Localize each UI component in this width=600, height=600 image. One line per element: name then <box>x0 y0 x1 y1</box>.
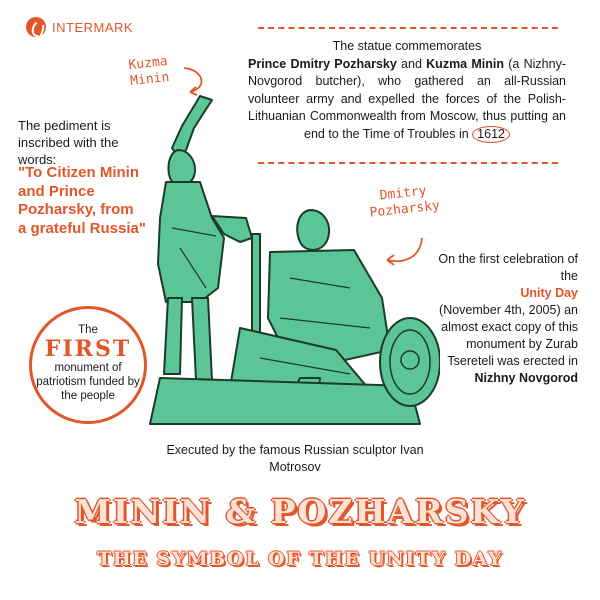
main-title: MININ & POZHARSKY <box>74 492 526 531</box>
pediment-intro: The pediment is inscribed with the words: <box>18 118 119 167</box>
shield-icon <box>380 318 440 406</box>
badge-the: The <box>78 324 98 336</box>
label-dmitry-pozharsky: Dmitry Pozharsky <box>368 183 441 221</box>
name-pozharsky: Prince Dmitry Pozharsky <box>248 56 397 71</box>
name-minin: Kuzma Minin <box>426 56 505 71</box>
sculptor-caption: Executed by the famous Russian sculptor Ivan Motrosov <box>166 443 424 474</box>
sub-title: THE SYMBOL OF THE UNITY DAY <box>97 548 503 570</box>
description-line-1: The statue commemorates <box>332 39 482 53</box>
brand-name: INTERMARK <box>52 19 134 35</box>
city-nizhny-novgorod: Nizhny Novgorod <box>474 371 578 385</box>
intermark-logo-icon <box>26 17 46 37</box>
unity-intro: On the first celebration of the <box>438 252 578 283</box>
description-rest: (a Nizhny-Novgorod butcher), who gathered an all-Russian volunteer army and expelled the forces of the Polish-Lithuanian Commonwealth from Moscow, thus putting an end to the Time of Troubles in <box>248 56 566 141</box>
badge-rest: monument of patriotism funded by the people <box>36 362 140 402</box>
unity-day-label: Unity Day <box>520 286 578 300</box>
year-1612: 1612 <box>472 126 510 143</box>
statue-illustration <box>120 88 440 433</box>
pediment-quote: "To Citizen Minin and Prince Pozharsky, from a grateful Russia" <box>18 164 146 237</box>
brand-logo <box>26 17 133 37</box>
top-dashed-rule <box>258 27 558 29</box>
unity-day-note <box>438 251 578 387</box>
unity-date: (November 4th, 2005) an almost exact copy of this monument by Zurab Tsereteli was erected in <box>439 303 578 368</box>
label-kuzma-minin: Kuzma Minin <box>127 54 171 89</box>
badge-first-word: FIRST <box>44 336 132 362</box>
statue-description: The statue commemorates Prince Dmitry Pozharsky and Kuzma Minin (a Nizhny-Novgorod butcher), who gathered an all-Russian volunteer army and expelled the forces of the Polish-Lithuanian Commonwealth from Moscow, thus putting an end to the Time of Troubles in 1612 <box>248 39 566 141</box>
